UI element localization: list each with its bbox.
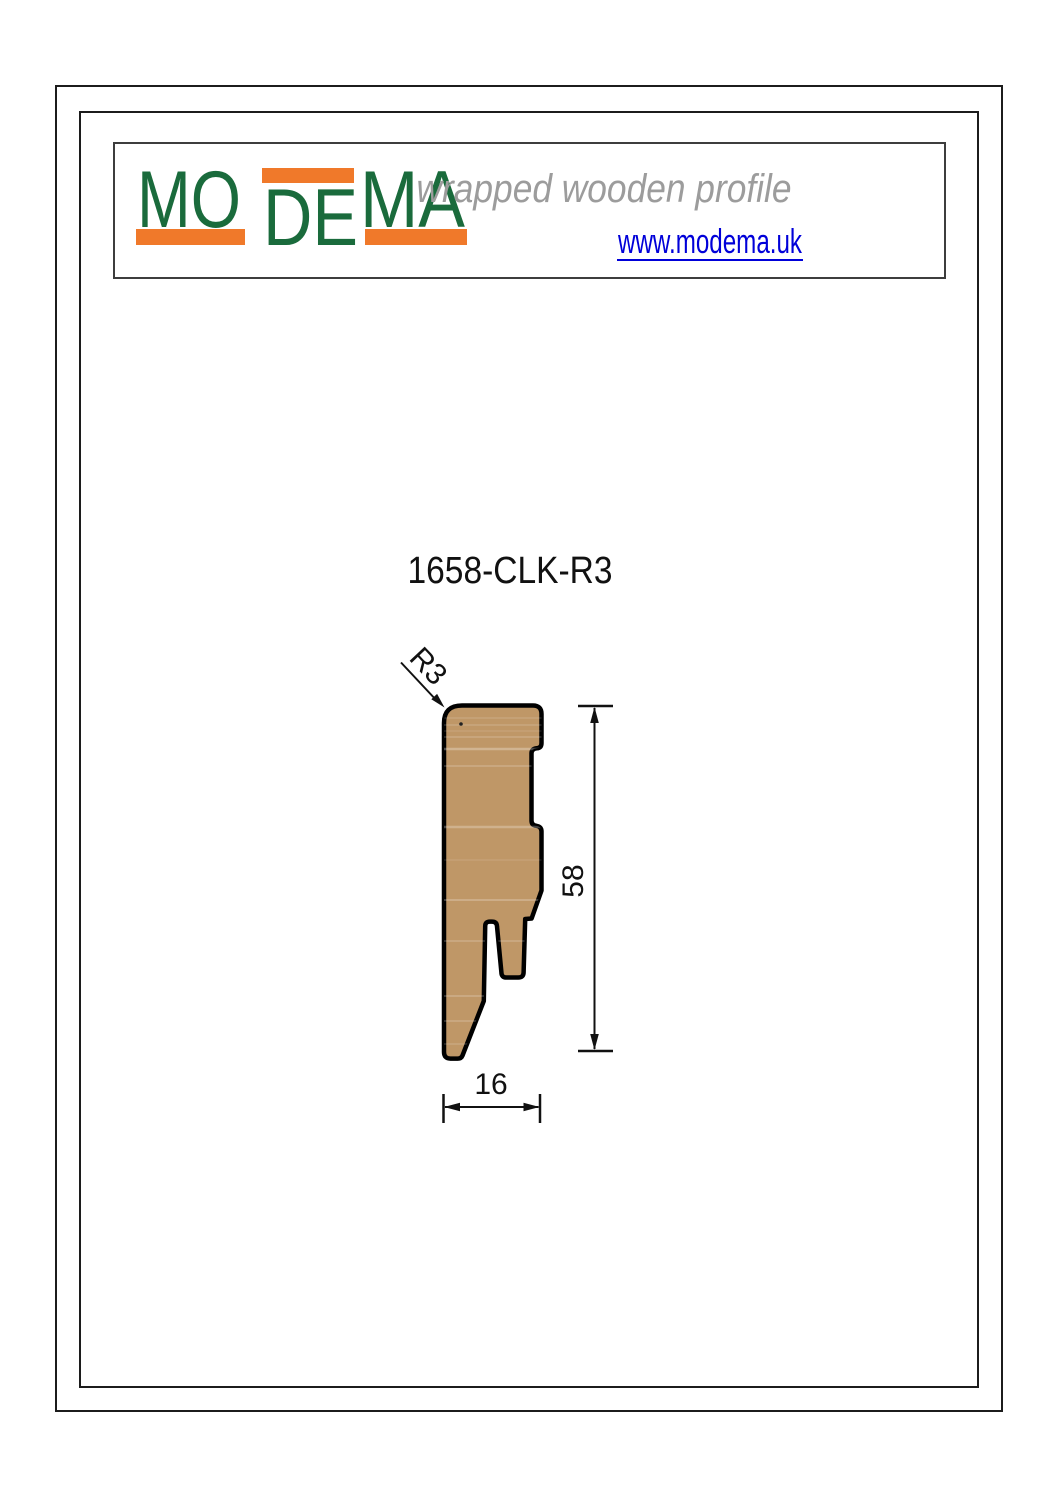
height-dim-arrow-up [590,707,599,723]
height-dim-value: 58 [557,864,590,898]
width-dim-value: 16 [474,1068,508,1101]
profile-cross-section [444,706,542,1059]
website-link[interactable]: www.modema.uk [617,223,803,261]
height-dim-arrow-down [590,1034,599,1050]
radius-label: R3 [402,641,454,692]
logo-text-mo: MO [137,155,241,245]
dimension-width [444,1068,541,1123]
logo-text-ma: MA [360,155,465,245]
drawing-title: 1658-CLK-R3 [407,550,613,592]
logo-text-de: DE [263,173,358,263]
tagline: wrapped wooden profile [416,167,792,211]
dimension-height [557,706,613,1051]
width-dim-arrow-left [444,1103,460,1111]
dimension-radius [401,641,453,707]
width-dim-arrow-right [524,1103,540,1111]
surface-dot [459,722,463,726]
